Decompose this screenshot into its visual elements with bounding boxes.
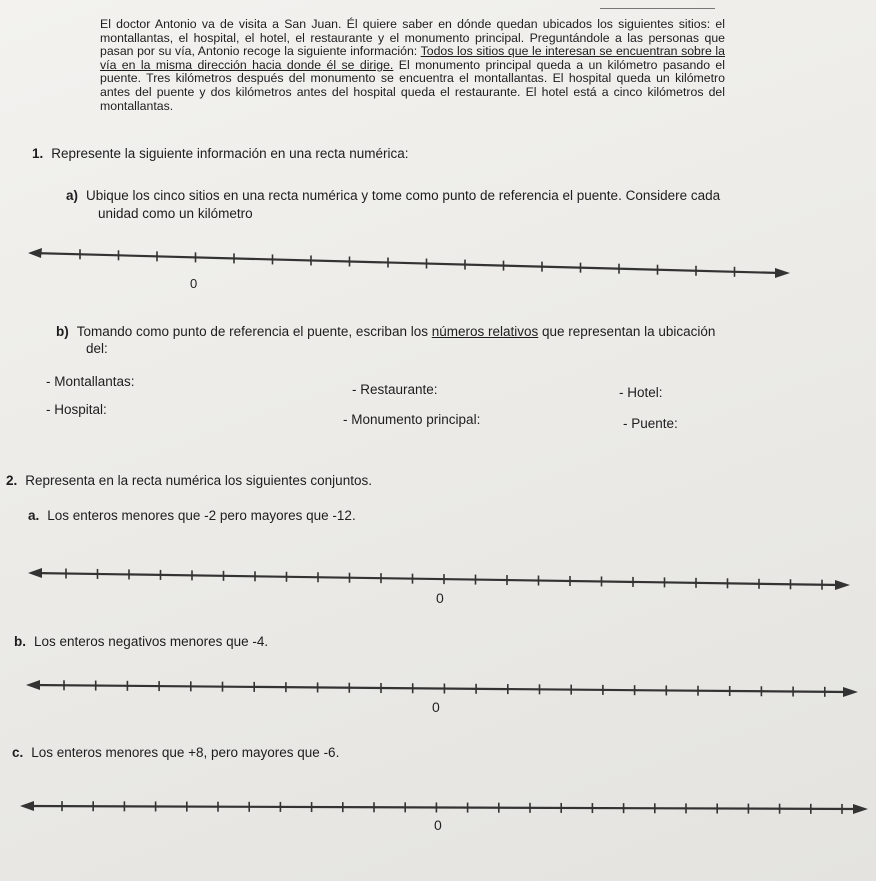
blank-puente: - Puente: — [623, 416, 678, 431]
intro-underlined-text: Todos los sitios que le interesan se encuentran sobre la vía en la misma dirección hacia donde él se dirige. — [100, 44, 725, 72]
question-1a — [66, 188, 720, 203]
question-2b-label: b. — [14, 634, 26, 649]
question-2a — [28, 508, 356, 523]
number-line-2a-right-arrow — [835, 580, 850, 590]
question-2c-label: c. — [12, 745, 24, 760]
number-line-2b-axis — [32, 685, 848, 692]
question-2 — [6, 473, 372, 488]
question-1a-text-line2: unidad como un kilómetro — [98, 206, 253, 221]
question-1b-text: Tomando como punto de referencia el puente, escriban los — [76, 324, 432, 339]
number-line-1a-right-arrow — [775, 268, 790, 278]
number-line-2b-left-arrow — [26, 680, 40, 690]
number-line-2c — [0, 795, 876, 845]
number-line-2a-axis — [32, 573, 840, 585]
intro-text-1: El doctor Antonio va de visita a San Juan. Él quiere saber en dónde quedan ubicados los siguientes sitios: el montallantas, el hospital, el hotel, el restaurante y el monumento principal. Preguntándole a las personas que pasan por su vía, Antonio recoge la siguiente información: — [100, 17, 725, 59]
question-2-number: 2. — [6, 473, 18, 488]
question-1b-text-line2: del: — [86, 341, 108, 356]
blank-hospital: - Hospital: — [46, 402, 107, 417]
question-2-text: Representa en la recta numérica los siguientes conjuntos. — [25, 473, 372, 488]
question-2b-text: Los enteros negativos menores que -4. — [34, 634, 269, 649]
intro-text-2: El monumento principal queda a un kilómetro pasando el puente. Tres kilómetros después del monumento se encuentra el montallantas. El hospital queda un kilómetro antes del puente y dos kilómetros antes del hospital queda el restaurante. El hotel está a cinco kilómetros del montallantas. — [100, 57, 726, 113]
question-2c-text: Los enteros menores que +8, pero mayores que -6. — [31, 745, 340, 760]
question-2c — [12, 745, 339, 760]
question-1a-text: Ubique los cinco sitios en una recta numérica y tome como punto de referencia el puente. Considere cada — [86, 188, 721, 203]
number-line-2b-right-arrow — [843, 687, 858, 697]
number-line-1a-zero-label: 0 — [190, 276, 198, 291]
blank-restaurante: - Restaurante: — [352, 382, 438, 397]
number-line-1a-axis — [32, 253, 780, 273]
question-1b — [56, 324, 715, 339]
problem-statement — [100, 18, 725, 113]
number-line-2a-ticks — [66, 569, 822, 590]
number-line-2a-zero-label: 0 — [436, 590, 444, 606]
question-2a-label: a. — [28, 508, 40, 523]
number-line-1a-left-arrow — [28, 248, 42, 258]
number-line-2c-zero-label: 0 — [434, 817, 442, 833]
number-line-2a — [0, 565, 876, 615]
blank-montallantas: - Montallantas: — [46, 374, 135, 389]
question-1b-underlined: números relativos — [431, 324, 539, 339]
question-1 — [32, 146, 408, 161]
number-line-2b-zero-label: 0 — [432, 699, 440, 715]
number-line-2b — [0, 675, 876, 725]
question-1a-label: a) — [66, 188, 79, 203]
number-line-2b-ticks — [64, 680, 825, 697]
number-line-2c-right-arrow — [853, 804, 868, 814]
blank-monumento-principal: - Monumento principal: — [343, 412, 481, 427]
question-2b — [14, 634, 268, 649]
question-1-number: 1. — [32, 146, 44, 161]
question-2a-text: Los enteros menores que -2 pero mayores que -12. — [47, 508, 356, 523]
number-line-1a — [0, 245, 876, 295]
number-line-2a-left-arrow — [28, 568, 42, 578]
question-1b-text-end: que representan la ubicación — [538, 324, 716, 339]
blank-hotel: - Hotel: — [619, 385, 663, 400]
number-line-2c-axis — [26, 806, 858, 809]
number-line-2c-left-arrow — [20, 801, 34, 811]
question-1-text: Represente la siguiente información en una recta numérica: — [51, 146, 409, 161]
header-rule — [600, 8, 715, 9]
question-1b-label: b) — [56, 324, 69, 339]
